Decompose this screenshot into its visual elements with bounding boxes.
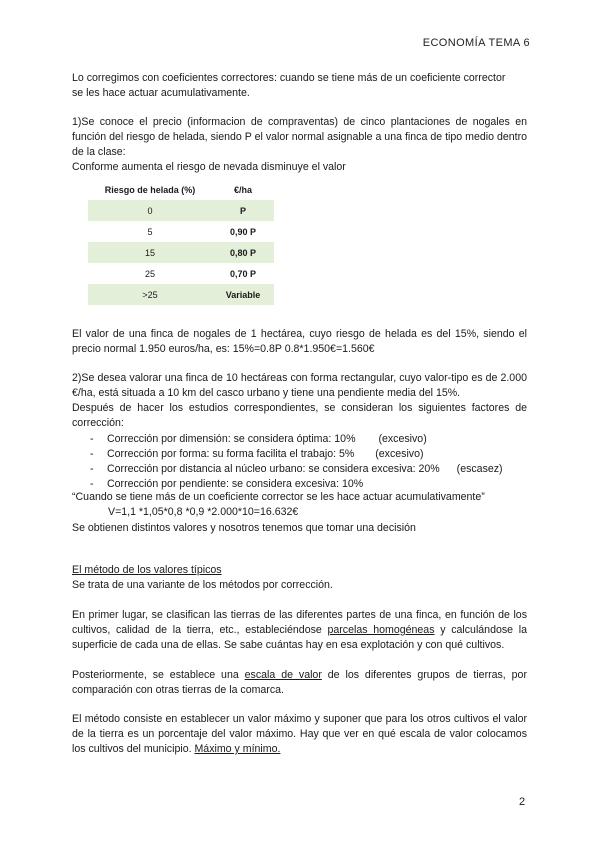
table-row [88, 263, 274, 284]
list-dash: - [90, 433, 94, 445]
para2-underlined: escala de valor [244, 669, 322, 681]
table-row [88, 242, 274, 263]
para1-text-a: En primer lugar, se clasifican las tierras de las diferentes partes de una finca, en función de los cultivos, calidad de la tierra, etc., estableciéndose [72, 609, 527, 636]
intro-paragraph [72, 71, 527, 101]
table-cell-risk: 0 [88, 200, 212, 221]
problem2-formula: V=1,1 *1,05*0,8 *0,9 *2.000*10=16.632€ [108, 506, 299, 518]
table-cell-price: P [212, 200, 274, 221]
problem2-intro: Después de hacer los estudios correspondientes, se consideran los siguientes factores de corrección: [72, 402, 527, 429]
correction-text: Corrección por forma: su forma facilita el trabajo: 5% [107, 448, 355, 460]
section-paragraph-2 [72, 668, 527, 698]
answer-line-1: El valor de una finca de nogales de 1 hectárea, cuyo riesgo de helada es del 15%, siendo el [72, 328, 527, 340]
table-header-risk: Riesgo de helada (%) [104, 184, 196, 195]
problem1-note: Conforme aumenta el riesgo de nevada disminuye el valor [72, 161, 346, 173]
section-subtitle: Se trata de una variante de los métodos por corrección. [72, 579, 333, 591]
correction-list-container [72, 432, 527, 492]
problem2-quote: “Cuando se tiene más de un coeficiente corrector se les hace actuar acumulativamente” [72, 491, 485, 503]
correction-note: (excesivo) [378, 433, 427, 445]
list-item [72, 447, 527, 462]
para3-underlined: Máximo y mínimo. [194, 743, 281, 755]
intro-line-1: Lo corregimos con coeficientes correctores: cuando se tiene más de un coeficiente corrector [72, 72, 506, 84]
table-cell-risk: >25 [88, 284, 212, 305]
table-cell-price: 0,90 P [229, 226, 257, 237]
list-item [72, 432, 527, 447]
list-dash: - [90, 448, 94, 460]
correction-text: Corrección por pendiente: se considera excesiva: 10% [107, 478, 364, 490]
page-header: ECONOMÍA TEMA 6 [422, 37, 530, 49]
para1-text-b: y calculándose la superficie de cada una de ellas. Se sabe cuántas hay en esa explotación y con qué cultivos. [72, 624, 528, 651]
correction-list [72, 432, 527, 492]
table-header-row [88, 179, 274, 200]
table-cell-risk: 5 [147, 226, 153, 237]
para3-text-a: El método consiste en establecer un valor máximo y suponer que para los otros cultivos el valor de la tierra es un porcentaje del valor máximo. Hay que ver en qué escala de valor colocamos los cultivos del municipio. [72, 713, 527, 755]
correction-note: (escasez) [456, 463, 503, 475]
table-row [88, 200, 274, 221]
problem1-statement: 1)Se conoce el precio (informacion de compraventas) de cinco plantaciones de nogales en función del riesgo de helada, siendo P el valor normal asignable a una finca de tipo medio dentro de la clase: [72, 116, 527, 158]
table-row [88, 221, 274, 242]
correction-text: Corrección por dimensión: se considera óptima: 10% [107, 433, 356, 445]
table-cell-price: 0,70 P [229, 268, 257, 279]
section-paragraph-1 [72, 608, 527, 653]
para2-text-b: de los diferentes grupos de tierras, por comparación con otras tierras de la comarca. [72, 669, 527, 696]
problem1-answer [72, 327, 527, 357]
intro-line-2: se les hace actuar acumulativamente. [72, 87, 250, 99]
correction-note: (excesivo) [375, 448, 424, 460]
correction-text: Corrección por distancia al núcleo urbano: se considera excesiva: 20% [107, 463, 440, 475]
table-header-price: €/ha [233, 184, 252, 195]
para2-text-a: Posteriormente, se establece una [72, 669, 245, 681]
list-item [72, 462, 527, 477]
table-cell-price: Variable [212, 284, 274, 305]
page-number: 2 [519, 796, 526, 808]
list-dash: - [90, 463, 94, 475]
frost-risk-table [88, 179, 274, 305]
list-dash: - [90, 478, 94, 490]
problem2-conclusion: Se obtienen distintos valores y nosotros tenemos que tomar una decisión [72, 522, 416, 534]
answer-line-2: precio normal 1.950 euros/ha, es: 15%=0.8P 0.8*1.950€=1.560€ [72, 343, 375, 355]
problem2-statement: 2)Se desea valorar una finca de 10 hectáreas con forma rectangular, cuyo valor-tipo es de 2.000 €/ha, está situada a 10 km del casco urbano y tiene una pendiente media del 15%. [72, 372, 527, 399]
table-cell-price: 0,80 P [212, 242, 274, 263]
table-row [88, 284, 274, 305]
table-cell-risk: 25 [144, 268, 155, 279]
section-paragraph-3 [72, 712, 527, 757]
section-title: El método de los valores típicos [72, 564, 222, 576]
para1-underlined: parcelas homogéneas [327, 624, 435, 636]
table-cell-risk: 15 [88, 242, 212, 263]
